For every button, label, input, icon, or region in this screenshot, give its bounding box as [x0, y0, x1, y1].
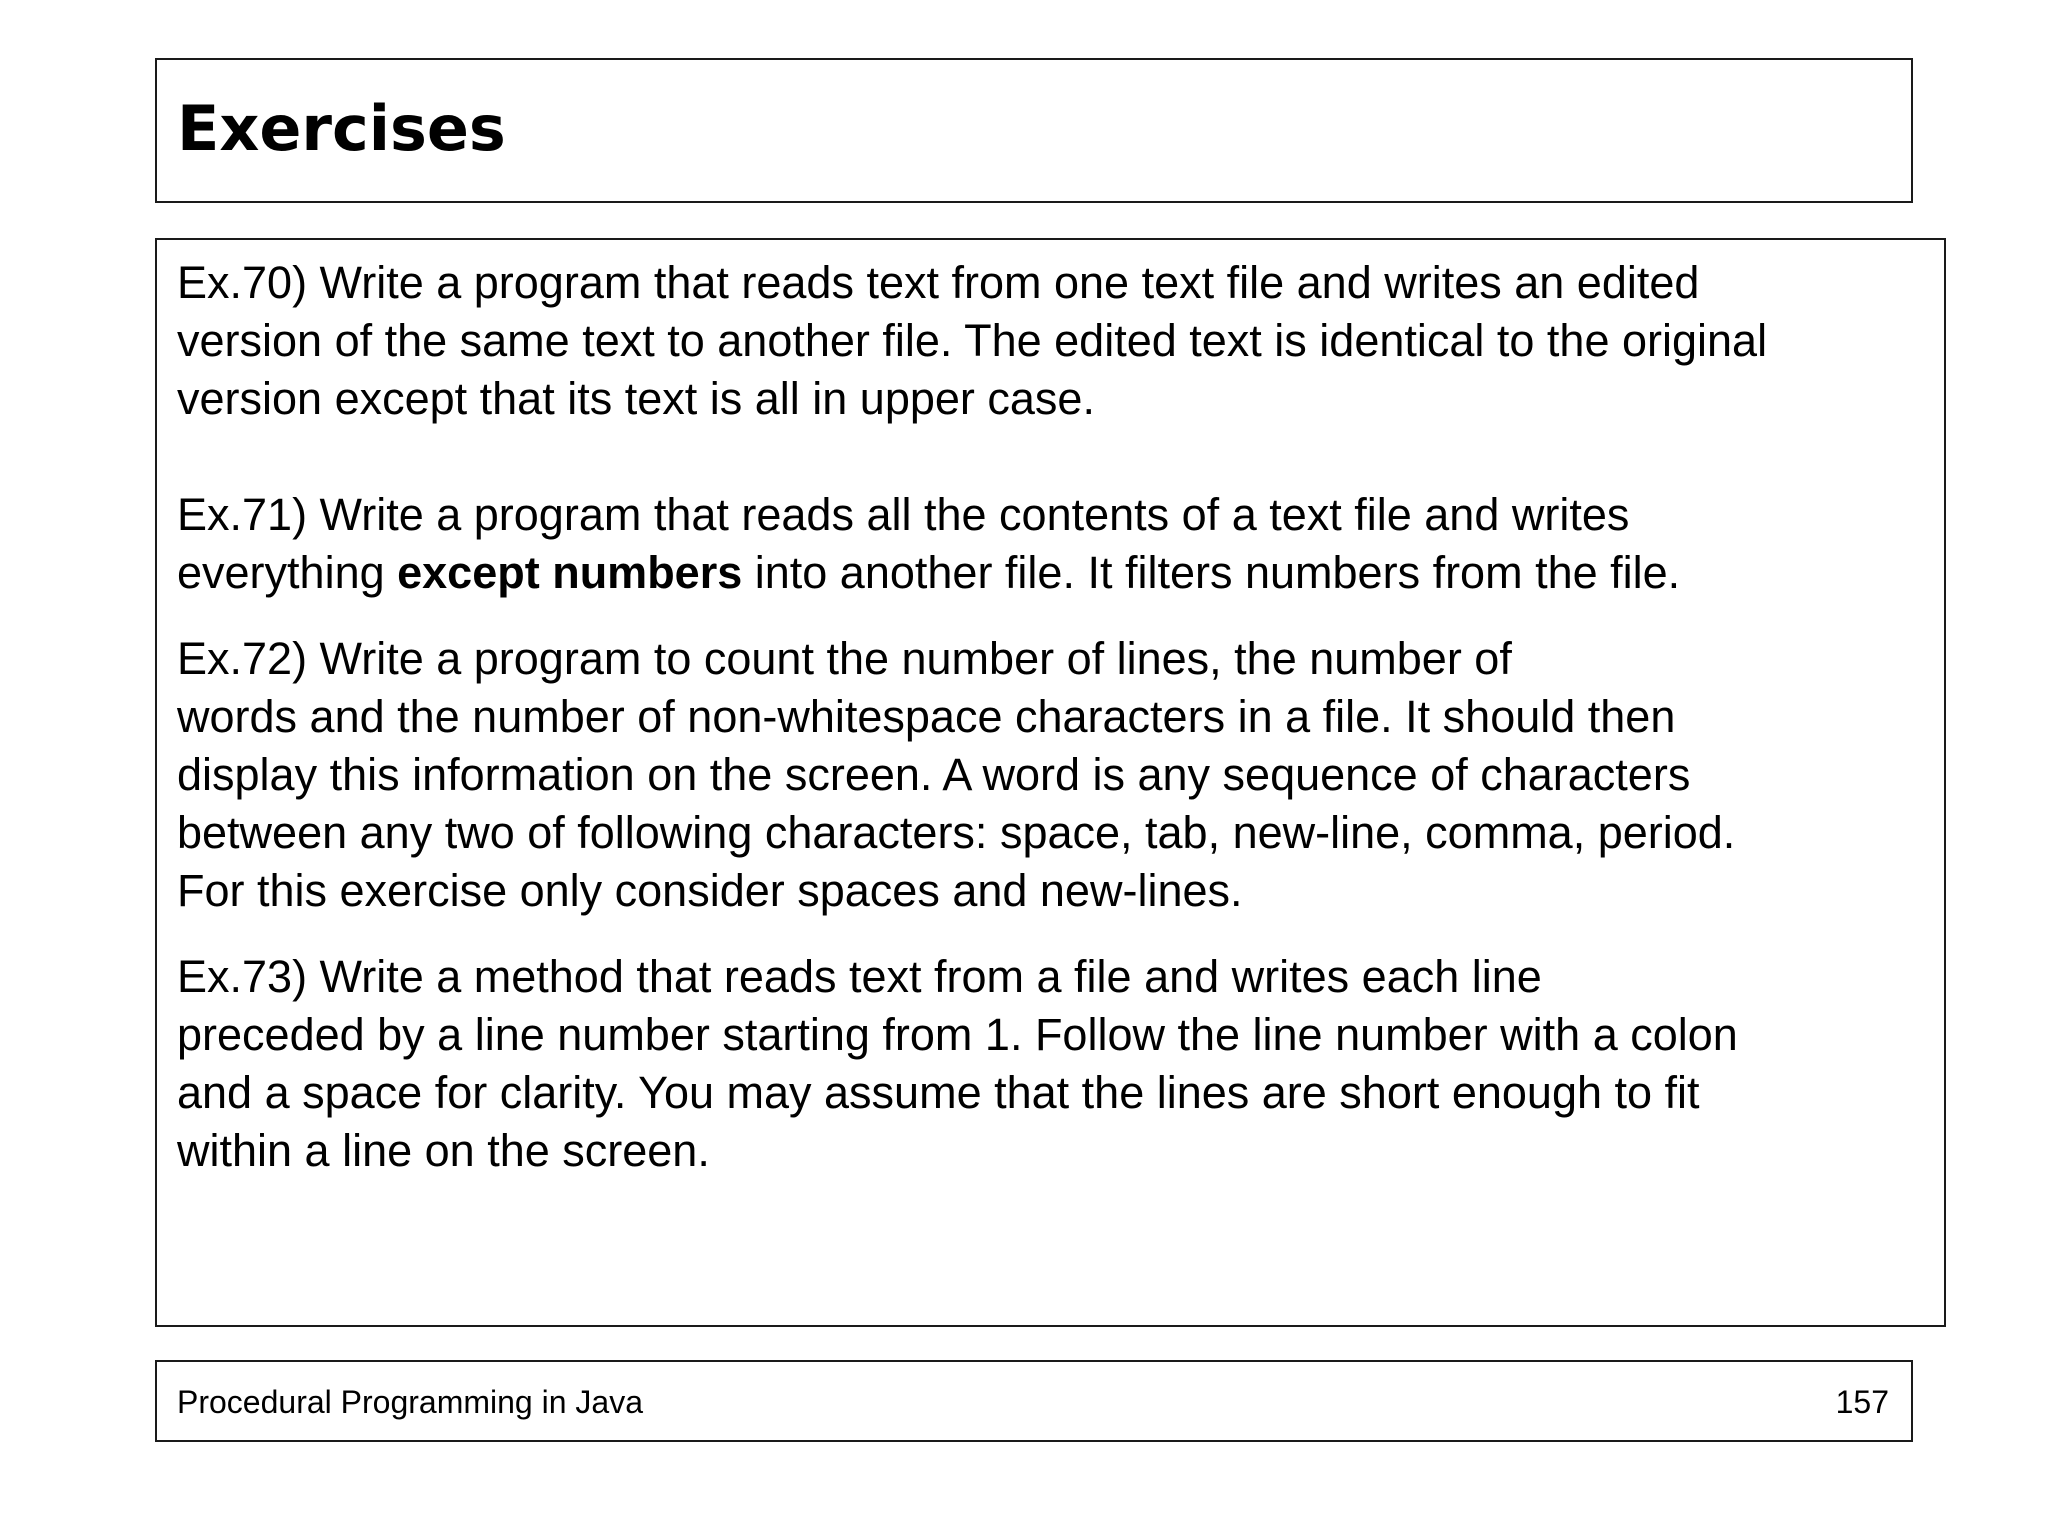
exercise-72-line: between any two of following characters: space, tab, new-line, comma, period. — [177, 807, 1736, 858]
exercise-72-line: Ex.72) Write a program to count the number of lines, the number of — [177, 633, 1512, 684]
footer-course-title: Procedural Programming in Java — [177, 1384, 643, 1420]
exercise-73-line: within a line on the screen. — [177, 1125, 710, 1176]
exercise-71-line — [177, 544, 1942, 602]
exercise-73-line: Ex.73) Write a method that reads text from a file and writes each line — [177, 951, 1542, 1002]
exercise-71-text: into another file. It filters numbers from the file. — [742, 547, 1681, 598]
title-box — [155, 58, 1913, 203]
exercise-70 — [177, 254, 1942, 428]
exercise-list — [177, 254, 1942, 1180]
exercise-72-line: words and the number of non-whitespace characters in a file. It should then — [177, 691, 1676, 742]
footer — [155, 1360, 1913, 1442]
slide-title: Exercises — [177, 92, 506, 165]
exercise-72-line: For this exercise only consider spaces and new-lines. — [177, 865, 1243, 916]
exercise-73 — [177, 948, 1942, 1180]
exercise-70-line: version of the same text to another file. The edited text is identical to the original — [177, 315, 1768, 366]
exercise-73-line: and a space for clarity. You may assume that the lines are short enough to fit — [177, 1067, 1700, 1118]
exercise-72 — [177, 630, 1942, 920]
exercise-73-line: preceded by a line number starting from 1. Follow the line number with a colon — [177, 1009, 1738, 1060]
exercise-70-line: Ex.70) Write a program that reads text from one text file and writes an edited — [177, 257, 1700, 308]
exercise-70-line: version except that its text is all in upper case. — [177, 373, 1095, 424]
exercise-71-line: Ex.71) Write a program that reads all the contents of a text file and writes — [177, 489, 1630, 540]
exercise-71-emphasis: except numbers — [397, 547, 743, 598]
exercise-71-text: everything — [177, 547, 398, 598]
content-box — [155, 238, 1946, 1327]
exercise-71 — [177, 486, 1942, 602]
exercise-72-line: display this information on the screen. A word is any sequence of characters — [177, 749, 1691, 800]
page-number: 157 — [1835, 1384, 1889, 1420]
